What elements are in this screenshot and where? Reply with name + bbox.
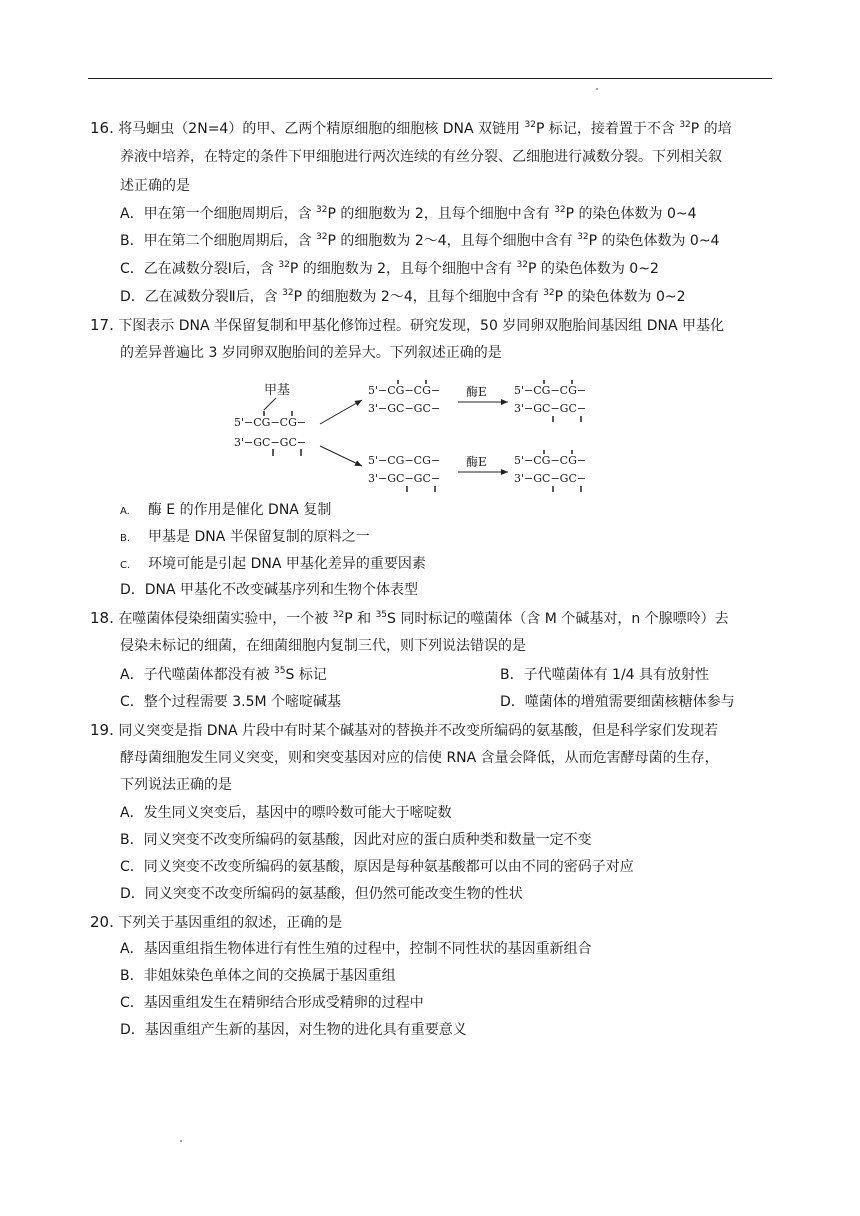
q19-option-d: D．同义突变不改变所编码的氨基酸，但仍然可能改变生物的性状	[120, 886, 523, 902]
q16-option-a: A．甲在第一个细胞周期后，含 $^{32}$P 的细胞数为 2，且每个细胞中含有 $^{32}$P 的染色体数为 0~4	[120, 205, 697, 222]
q16-option-d: D．乙在减数分裂Ⅱ后，含 $^{32}$P 的细胞数为 2～4，且每个细胞中含有 $^{32}$P 的染色体数为 0~2	[120, 288, 686, 305]
q17-option-d: D．DNA 甲基化不改变碱基序列和生物个体表型	[120, 582, 419, 598]
q18-stem-line2: 侵染未标记的细菌，在细菌细胞内复制三代，则下列说法错误的是	[120, 638, 526, 654]
replication-arrow-up	[320, 400, 362, 424]
svg-text:3'−GC−GC−: 3'−GC−GC−	[514, 402, 587, 415]
q19-option-b: B．同义突变不改变所编码的氨基酸，因此对应的蛋白质种类和数量一定不变	[120, 832, 592, 848]
q18-option-c: C．整个过程需要 3.5M 个嘧啶碱基	[120, 694, 342, 710]
daughter-dna-upper	[368, 380, 440, 415]
svg-text:5'−CG−CG−: 5'−CG−CG−	[514, 384, 587, 397]
parent-top-strand: 5'−CG−CG−	[234, 416, 307, 429]
q20-option-c: C．基因重组发生在精卵结合形成受精卵的过程中	[120, 995, 424, 1011]
svg-text:3'−GC−GC−: 3'−GC−GC−	[368, 472, 441, 485]
methylated-dna-lower	[514, 450, 586, 492]
q16-stem-line2: 养液中培养，在特定的条件下甲细胞进行两次连续的有丝分裂、乙细胞进行减数分裂。下列相关叙	[120, 149, 722, 165]
q17-option-b: B. 甲基是 DNA 半保留复制的原料之一	[120, 529, 370, 545]
methyl-label: 甲基	[264, 383, 291, 398]
q17-option-a: A. 酶 E 的作用是催化 DNA 复制	[120, 502, 332, 518]
parent-dna	[234, 411, 306, 456]
svg-text:5'−CG−CG−: 5'−CG−CG−	[514, 454, 587, 467]
svg-text:3'−GC−GC−: 3'−GC−GC−	[514, 472, 587, 485]
q19-option-c: C．同义突变不改变所编码的氨基酸，原因是每种氨基酸都可以由不同的密码子对应	[120, 859, 634, 875]
replication-arrow-down	[320, 446, 362, 466]
q18-stem-line1: 18. 在噬菌体侵染细菌实验中，一个被 $^{32}$P 和 $^{35}$S 同时标记的噬菌体（含 M 个碱基对，n 个腺嘌呤）去	[90, 609, 729, 627]
q16-stem-line1: 16. 将马蛔虫（2N=4）的甲、乙两个精原细胞的细胞核 DNA 双链用 $^{32}$P 标记，接着置于不含 $^{32}$P 的培	[90, 119, 732, 137]
q20-option-d: D．基因重组产生新的基因，对生物的进化具有重要意义	[120, 1022, 467, 1038]
enzyme-e-label-upper: 酶E	[466, 385, 487, 399]
svg-text:5'−CG−CG−: 5'−CG−CG−	[368, 454, 441, 467]
parent-bottom-strand: 3'−GC−GC−	[234, 436, 307, 449]
q18-number: 18.	[90, 609, 114, 627]
q19-stem-line2: 酵母菌细胞发生同义突变，则和突变基因对应的信使 RNA 含量会降低，从而危害酵母菌的生存，	[120, 750, 719, 766]
dna-methylation-diagram	[226, 374, 616, 494]
q20-number: 20.	[90, 913, 114, 931]
methylated-dna-upper	[514, 380, 586, 422]
q20-option-a: A．基因重组指生物体进行有性生殖的过程中，控制不同性状的基因重新组合	[120, 941, 592, 957]
q16-option-b: B．甲在第二个细胞周期后，含 $^{32}$P 的细胞数为 2～4，且每个细胞中含有 $^{32}$P 的染色体数为 0~4	[120, 232, 720, 249]
svg-text:5'−CG−CG−: 5'−CG−CG−	[368, 384, 441, 397]
q16-stem-line3: 述正确的是	[120, 178, 190, 194]
q19-stem-line1: 19. 同义突变是指 DNA 片段中有时某个碱基对的替换并不改变所编码的氨基酸，但是科学家们发现若	[90, 721, 719, 739]
q16-number: 16.	[90, 119, 114, 137]
methyl-pointer	[264, 398, 276, 410]
q20-stem-line1: 20. 下列关于基因重组的叙述，正确的是	[90, 913, 343, 931]
header-rule	[88, 78, 772, 79]
q17-option-c: C. 环境可能是引起 DNA 甲基化差异的重要因素	[120, 556, 426, 572]
q17-number: 17.	[90, 316, 114, 334]
q16-option-c: C．乙在减数分裂Ⅰ后，含 $^{32}$P 的细胞数为 2，且每个细胞中含有 $^{32}$P 的染色体数为 0~2	[120, 260, 659, 277]
q19-option-a: A．发生同义突变后，基因中的嘌呤数可能大于嘧啶数	[120, 805, 452, 821]
daughter-dna-lower	[368, 454, 440, 492]
q20-option-b: B．非姐妹染色单体之间的交换属于基因重组	[120, 968, 396, 984]
q19-number: 19.	[90, 721, 114, 739]
q18-option-d: D．噬菌体的增殖需要细菌核糖体参与	[500, 694, 735, 710]
q18-option-b: B．子代噬菌体有 1/4 具有放射性	[500, 667, 710, 683]
enzyme-e-label-lower: 酶E	[466, 455, 487, 469]
q19-stem-line3: 下列说法正确的是	[120, 777, 232, 793]
svg-text:3'−GC−GC−: 3'−GC−GC−	[368, 402, 441, 415]
page-mark-dot-bottom	[180, 1140, 182, 1142]
q17-stem-line2: 的差异普遍比 3 岁同卵双胞胎间的差异大。下列叙述正确的是	[120, 345, 502, 361]
q18-option-a: A．子代噬菌体都没有被 $^{35}$S 标记	[120, 666, 327, 683]
q17-stem-line1: 17. 下图表示 DNA 半保留复制和甲基化修饰过程。研究发现，50 岁同卵双胞胎间基因组 DNA 甲基化	[90, 316, 725, 334]
page-mark-dot	[596, 88, 598, 90]
